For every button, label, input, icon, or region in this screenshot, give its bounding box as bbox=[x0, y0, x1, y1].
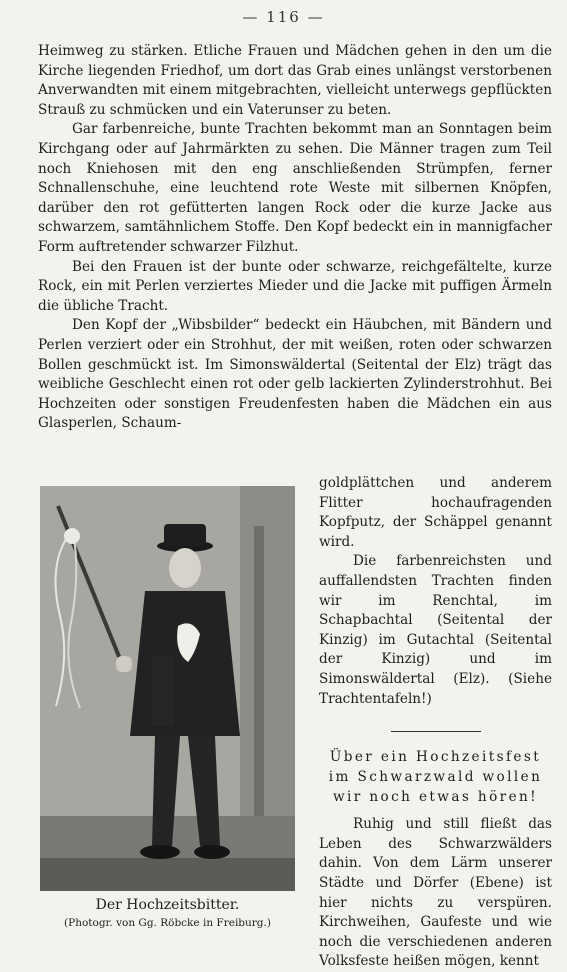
body-text-full-width bbox=[38, 42, 552, 434]
photo-caption: Der Hochzeitsbitter. bbox=[95, 897, 240, 913]
paragraph-continuation: goldplättchen und anderem Flitter hochaufragenden Kopfputz, der Schäppel genannt wird. bbox=[319, 475, 552, 550]
paragraph: Heimweg zu stärken. Etliche Frauen und Mädchen gehen in den um die Kirche liegenden Friedhof, um dort das Grab eines unlängst verstorbenen Anverwandten mit einem mitgebrachten, vielleicht unterwegs gepflückten Strauß zu schmücken und ein Vaterunser zu beten. bbox=[38, 43, 552, 118]
photograph-wedding-inviter bbox=[40, 486, 295, 891]
section-divider bbox=[391, 731, 481, 732]
paragraph: Ruhig und still fließt das Leben des Schwarzwälders dahin. Von dem Lärm unserer Städte und Dörfer (Ebene) ist hier nichts zu verspüren. Kirchweihen, Gaufeste und wie noch die verschiedenen anderen Volksfeste heißen mögen, kennt bbox=[319, 816, 552, 970]
paragraph: Bei den Frauen ist der bunte oder schwarze, reichgefältelte, kurze Rock, ein mit Perlen verziertes Mieder und die Jacke mit puffigen Ärmeln die übliche Tracht. bbox=[38, 258, 552, 314]
page-number: — 116 — bbox=[242, 8, 325, 26]
section-heading: Über ein Hochzeitsfest im Schwarzwald wollen wir noch etwas hören! bbox=[328, 749, 543, 806]
body-text-side-column bbox=[319, 474, 552, 972]
paragraph: Den Kopf der „Wibsbilder“ bedeckt ein Häubchen, mit Bändern und Perlen verziert oder ein Strohhut, der mit weißen, roten oder schwarzen Bollen geschmückt ist. Im Simonswäldertal (Seitental der Elz) trägt das weibliche Geschlecht einen rot oder gelb lackierten Zylinderstrohhut. Bei Hochzeiten oder sonstigen Freudenfesten haben die Mädchen ein aus Glasperlen, Schaum- bbox=[38, 317, 552, 432]
paragraph: Gar farbenreiche, bunte Trachten bekommt man an Sonntagen beim Kirchgang oder auf Jahrmärkten zu sehen. Die Männer tragen zum Teil noch Kniehosen mit den eng anschließenden Strümpfen, ferner Schnallenschuhe, eine leuchtend rote Weste mit silbernen Knöpfen, darüber den rot gefütterten langen Rock oder die kurze Jacke aus schwarzem, samtähnlichem Stoffe. Den Kopf bedeckt ein in mannigfacher Form auftretender schwarzer Filzhut. bbox=[38, 121, 552, 255]
photo-illustration bbox=[40, 486, 295, 891]
photo-credit: (Photogr. von Gg. Röbcke in Freiburg.) bbox=[64, 917, 271, 929]
paragraph: Die farbenreichsten und auffallendsten Trachten finden wir im Renchtal, im Schapbachtal (Seitental der Kinzig) im Gutachtal (Seitental der Kinzig) und im Simonswäldertal (Elz). (Siehe Trachtentafeln!) bbox=[319, 553, 552, 707]
